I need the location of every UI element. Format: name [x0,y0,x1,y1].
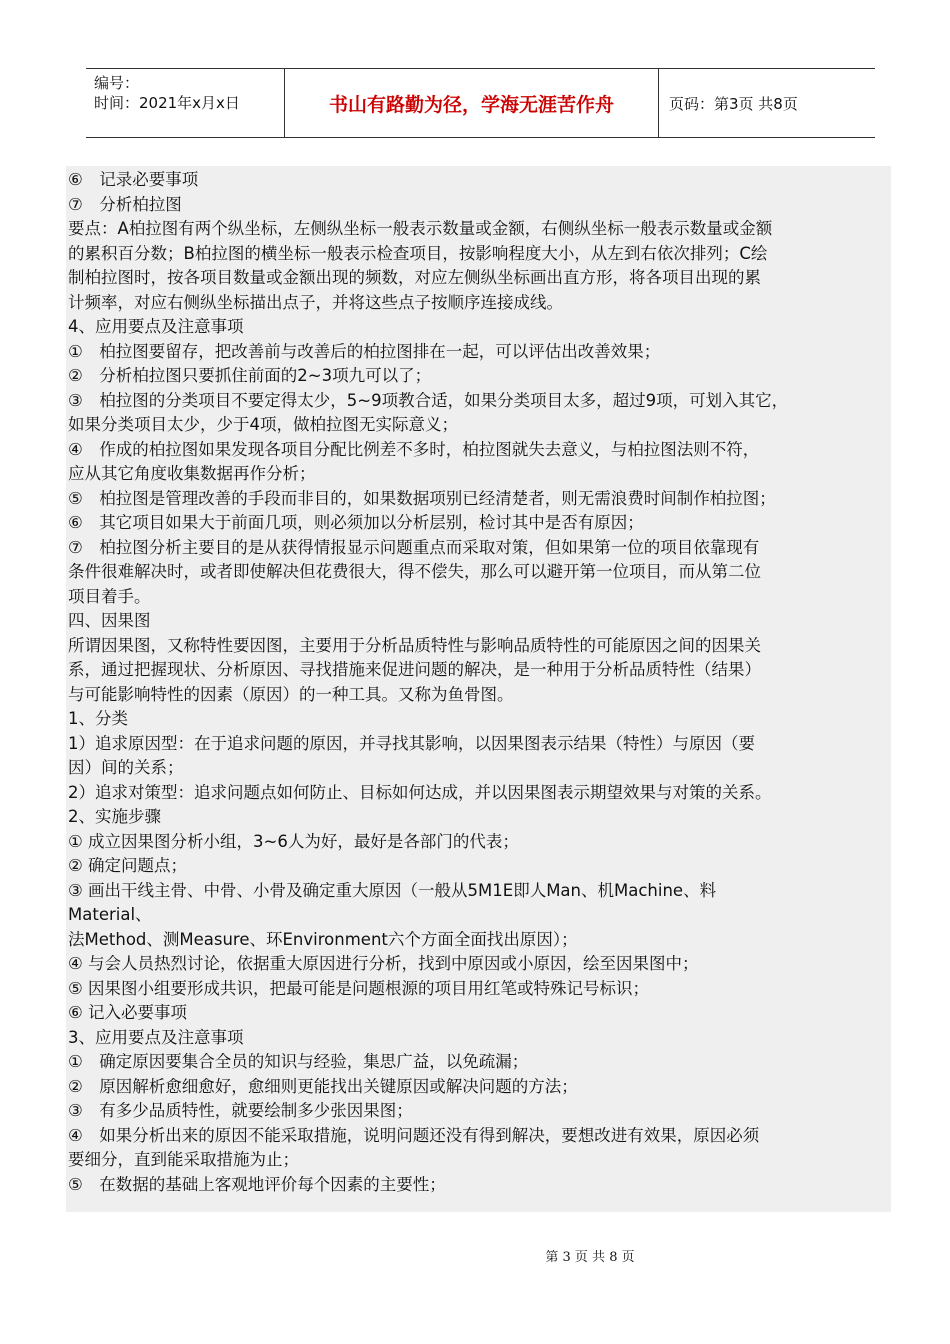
text-line: 如果分类项目太少，少于4项，做柏拉图无实际意义； [68,415,458,434]
text-line: ② 原因解析愈细愈好，愈细则更能找出关键原因或解决问题的方法； [68,1076,578,1096]
text-line: ⑥ 记录必要事项 [68,170,199,189]
text-line: 所谓因果图，又称特性要因图，主要用于分析品质特性与影响品质特性的可能原因之间的因果关 [68,635,761,655]
text-line: ① 成立因果图分析小组，3~6人为好，最好是各部门的代表； [68,831,519,851]
text-line: 与可能影响特性的因素（原因）的一种工具。又称为鱼骨图。 [68,684,514,704]
text-line: ④ 与会人员热烈讨论，依据重大原因进行分析，找到中原因或小原因，绘至因果图中； [68,954,699,973]
text-line: ① 柏拉图要留存，把改善前与改善后的柏拉图排在一起，可以评估出改善效果； [68,341,661,361]
time-label: 时间：2021年x月x日 [94,94,240,112]
text-line: Material、 [68,905,152,924]
text-line: 因）间的关系； [68,758,184,777]
text-line: ④ 如果分析出来的原因不能采取措施，说明问题还没有得到解决，要想改进有效果，原因必须 [68,1125,760,1145]
text-line: ⑥ 记入必要事项 [68,1003,188,1022]
text-line: 2、实施步骤 [68,807,161,826]
text-line: 1、分类 [68,709,128,728]
text-line: ② 确定问题点； [68,856,188,875]
header-motto: 书山有路勤为径，学海无涯苦作舟 [285,69,659,137]
text-line: 要点：A柏拉图有两个纵坐标，左侧纵坐标一般表示数量或金额，右侧纵坐标一般表示数量或金额 [68,219,773,238]
text-line: 1）追求原因型：在于追求问题的原因，并寻找其影响，以因果图表示结果（特性）与原因（要 [68,733,755,753]
number-label: 编号： [94,74,140,92]
text-line: ③ 有多少品质特性，就要绘制多少张因果图； [68,1101,413,1120]
text-line: 3、应用要点及注意事项 [68,1027,244,1047]
text-line: 4、应用要点及注意事项 [68,317,244,336]
text-line: 应从其它角度收集数据再作分析； [68,464,316,483]
text-line: ① 确定原因要集合全员的知识与经验，集思广益，以免疏漏； [68,1052,529,1071]
text-line: 项目着手。 [68,586,151,606]
page-header [86,68,875,138]
text-line: 四、因果图 [68,611,151,630]
header-meta [86,69,285,137]
text-line: 条件很难解决时，或者即使解决但花费很大，得不偿失，那么可以避开第一位项目，而从第二位 [68,562,761,581]
text-line: 要细分，直到能采取措施为止； [68,1150,299,1169]
text-line: ⑤ 柏拉图是管理改善的手段而非目的，如果数据项别已经清楚者，则无需浪费时间制作柏拉图； [68,488,776,508]
text-line: ② 分析柏拉图只要抓住前面的2~3项九可以了； [68,366,432,385]
text-line: 系，通过把握现状、分析原因、寻找措施来促进问题的解决，是一种用于分析品质特性（结果） [68,660,761,679]
text-line: 2）追求对策型：追求问题点如何防止、目标如何达成，并以因果图表示期望效果与对策的关系。 [68,782,772,802]
text-line: 计频率，对应右侧纵坐标描出点子，并将这些点子按顺序连接成线。 [68,292,563,312]
document-body [66,166,891,1212]
text-line: ⑥ 其它项目如果大于前面几项，则必须加以分析层别，检讨其中是否有原因； [68,513,644,532]
text-line: ④ 作成的柏拉图如果发现各项目分配比例差不多时，柏拉图就失去意义，与柏拉图法则不符， [68,439,760,459]
header-page-label: 页码：第3页 共8页 [669,94,798,113]
text-line: ⑦ 分析柏拉图 [68,194,182,214]
text-line: 制柏拉图时，按各项目数量或金额出现的频数，对应左侧纵坐标画出直方形，将各项目出现的累 [68,268,761,287]
text-line: ⑤ 在数据的基础上客观地评价每个因素的主要性； [68,1174,446,1194]
text-line: ③ 画出干线主骨、中骨、小骨及确定重大原因（一般从5M1E即人Man、机Machine、料 [68,880,717,900]
text-line: ⑦ 柏拉图分析主要目的是从获得情报显示问题重点而采取对策，但如果第一位的项目依靠现有 [68,537,760,557]
text-line: 法Method、测Measure、环Environment六个方面全面找出原因）； [68,929,578,949]
text-line: 的累积百分数；B柏拉图的横坐标一般表示检查项目，按影响程度大小，从左到右依次排列；C绘 [68,243,768,263]
text-line: ⑤ 因果图小组要形成共识，把最可能是问题根源的项目用红笔或特殊记号标识； [68,978,650,998]
page-footer: 第 3 页 共 8 页 [545,1250,635,1265]
text-line: ③ 柏拉图的分类项目不要定得太少，5~9项教合适，如果分类项目太多，超过9项，可划入其它， [68,390,789,410]
